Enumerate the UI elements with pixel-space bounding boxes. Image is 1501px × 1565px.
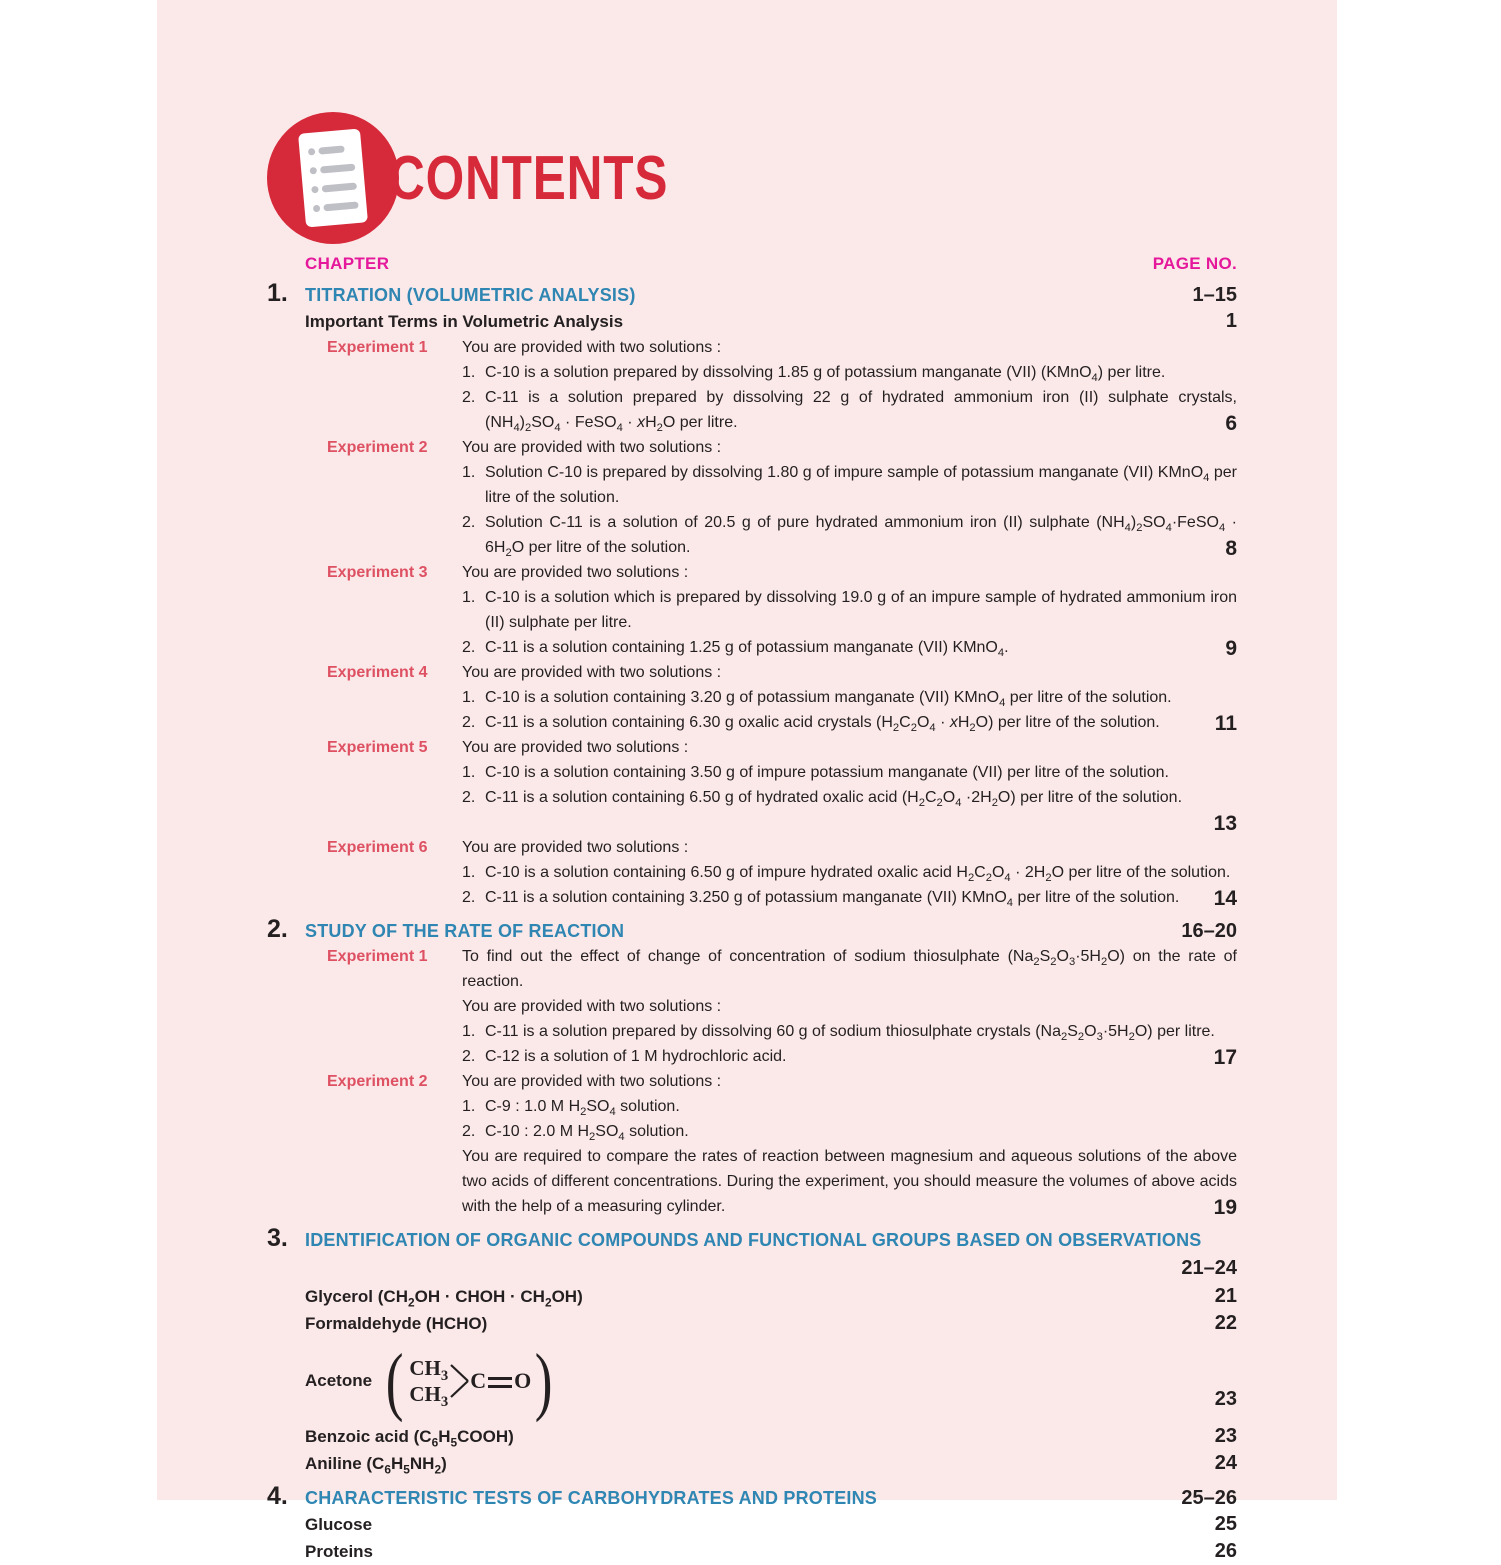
- experiment-body: [462, 660, 1237, 735]
- experiment-body: [462, 335, 1237, 435]
- chapter-number: 1.: [267, 279, 288, 307]
- experiment-intro: You are provided with two solutions :: [462, 339, 722, 356]
- chapter-column-label: CHAPTER: [305, 254, 390, 273]
- experiment-item: 2. C-11 is a solution containing 3.250 g of potassium manganate (VII) KMnO$_4$ per litre of the solution.: [462, 889, 1180, 910]
- chapter-pages: 16–20: [1181, 920, 1237, 942]
- page-number: 21: [1214, 1285, 1237, 1307]
- experiment-body: [462, 560, 1237, 660]
- page-number: 8: [1225, 537, 1237, 560]
- toc-experiment: [267, 560, 1237, 660]
- experiment-label: Experiment 3: [327, 564, 428, 581]
- experiment-body: [462, 1069, 1237, 1219]
- chapter-title: IDENTIFICATION OF ORGANIC COMPOUNDS AND FUNCTIONAL GROUPS BASED ON OBSERVATIONS: [305, 1230, 1202, 1250]
- chapter-title: STUDY OF THE RATE OF REACTION: [305, 921, 625, 941]
- experiment-intro: You are provided with two solutions :: [462, 1073, 722, 1090]
- experiment-item: 2. C-11 is a solution prepared by dissolving 22 g of hydrated ammonium iron (II) sulphate crystals, $(NH_4)_2SO_4$ · FeSO$_4$ · $xH_2O$ per litre.: [462, 389, 1237, 435]
- page-no-column-label: PAGE NO.: [1152, 254, 1237, 273]
- subentry-title: Formaldehyde (HCHO): [305, 1314, 488, 1333]
- experiment-label: Experiment 5: [327, 739, 428, 756]
- chapter-number: 2.: [267, 915, 288, 943]
- chapter-pages: 1–15: [1192, 284, 1237, 306]
- contents-list-icon: [267, 112, 399, 244]
- toc-experiment: [267, 944, 1237, 1069]
- toc-subentry: [267, 1283, 1237, 1310]
- page-number: 22: [1214, 1312, 1237, 1334]
- chapter-pages: 25–26: [1181, 1487, 1237, 1509]
- experiment-intro: You are provided with two solutions :: [462, 998, 722, 1015]
- table-header: [267, 254, 1237, 274]
- toc-subentry: [267, 1450, 1237, 1477]
- subentry-title: Important Terms in Volumetric Analysis: [305, 312, 624, 331]
- subentry-title: Glucose: [305, 1515, 373, 1534]
- toc-chapter-row: [267, 1226, 1237, 1283]
- experiment-body: [462, 835, 1237, 910]
- experiment-body: [462, 435, 1237, 560]
- experiment-item: 1. C-10 is a solution containing 3.50 g of impure potassium manganate (VII) per litre of the solution.: [462, 764, 1169, 781]
- experiment-intro: You are provided with two solutions :: [462, 439, 722, 456]
- subentry-title: Proteins: [305, 1542, 374, 1561]
- toc-page: [157, 0, 1337, 1562]
- experiment-item: 2. C-11 is a solution containing 6.30 g oxalic acid crystals $(H_2C_2O_4 \cdot xH_2O)$ per litre of the solution.: [462, 714, 1160, 735]
- toc-header: [267, 112, 1237, 244]
- toc-experiment: [267, 835, 1237, 910]
- page-number: 26: [1214, 1540, 1237, 1562]
- experiment-item: 2. C-10 : 2.0 M $H_2SO_4$ solution.: [462, 1123, 689, 1144]
- experiment-item: 2. Solution C-11 is a solution of 20.5 g of pure hydrated ammonium iron (II) sulphate $(NH_4)_2SO_4\cdot FeSO_4 \cdot 6H_2O$ per litre of the solution.: [462, 514, 1237, 560]
- experiment-label: Experiment 2: [327, 1073, 428, 1090]
- toc-chapter-row: [267, 281, 1237, 308]
- toc-experiment: [267, 335, 1237, 435]
- page-number: 19: [1213, 1196, 1237, 1219]
- experiment-item: 2. C-12 is a solution of 1 M hydrochloric acid.: [462, 1048, 787, 1065]
- toc-subentry: [267, 1511, 1237, 1538]
- page-number: 11: [1214, 712, 1237, 735]
- page-title: CONTENTS: [389, 143, 669, 213]
- carbonyl-group: C O: [470, 1368, 532, 1393]
- page-number: 23: [1214, 1388, 1237, 1410]
- toc-subentry: [267, 1310, 1237, 1337]
- bond-angle-icon: [450, 1358, 470, 1404]
- toc-chapter-row: [267, 1484, 1237, 1511]
- experiment-description: You are required to compare the rates of reaction between magnesium and aqueous solutions of the above two acids of different concentrations. During the experiment, you should measure the volumes of above acids with the help of a measuring cylinder.: [462, 1148, 1237, 1215]
- experiment-body: [462, 944, 1237, 1069]
- experiment-label: Experiment 1: [327, 948, 428, 965]
- experiment-label: Experiment 2: [327, 439, 428, 456]
- experiment-item: 1. C-10 is a solution prepared by dissolving 1.85 g of potassium manganate (VII) (KMnO$_4$) per litre.: [462, 364, 1166, 385]
- page-number: 23: [1214, 1425, 1237, 1447]
- experiment-item: 1. C-10 is a solution which is prepared by dissolving 19.0 g of an impure sample of hydrated ammonium iron (II) sulphate per litre.: [462, 589, 1237, 631]
- experiment-intro: You are provided with two solutions :: [462, 664, 722, 681]
- double-bond-icon: [488, 1377, 512, 1388]
- subentry-title: Acetone: [305, 1371, 373, 1390]
- toc-experiment: [267, 660, 1237, 735]
- experiment-label: Experiment 6: [327, 839, 428, 856]
- experiment-item: 2. C-11 is a solution containing 6.50 g of hydrated oxalic acid $(H_2C_2O_4 \cdot 2H_2O)$ per litre of the solution.: [462, 789, 1183, 810]
- page-number: 6: [1225, 412, 1237, 435]
- page-number: 13: [1213, 812, 1237, 835]
- toc-subentry: [267, 1423, 1237, 1450]
- experiment-description: To find out the effect of change of concentration of sodium thiosulphate $(Na_2S_2O_3\cdot 5H_2O)$ on the rate of reaction.: [462, 948, 1237, 990]
- page-number: 1: [1225, 310, 1237, 332]
- left-paren: (: [385, 1339, 404, 1423]
- experiment-label: Experiment 4: [327, 664, 428, 681]
- experiment-body: [462, 735, 1237, 810]
- chapter-pages: 21–24: [1181, 1257, 1237, 1279]
- experiment-item: 1. C-10 is a solution containing 6.50 g of impure hydrated oxalic acid $H_2C_2O_4 \cdot 2H_2O$ per litre of the solution.: [462, 864, 1231, 885]
- toc-subentry: [267, 1538, 1237, 1565]
- methyl-groups: $CH_3$ $CH_3$: [409, 1356, 449, 1411]
- chapter-title: TITRATION (VOLUMETRIC ANALYSIS): [305, 285, 636, 305]
- acetone-structure: [382, 1339, 556, 1423]
- experiment-intro: You are provided two solutions :: [462, 839, 689, 856]
- chapter-number: 4.: [267, 1482, 288, 1510]
- page-number: 14: [1213, 887, 1237, 910]
- experiment-intro: You are provided two solutions :: [462, 739, 689, 756]
- experiment-label: Experiment 1: [327, 339, 428, 356]
- page-number: 24: [1214, 1452, 1237, 1474]
- chapter-title: CHARACTERISTIC TESTS OF CARBOHYDRATES AND PROTEINS: [305, 1488, 878, 1508]
- toc-subentry: [267, 308, 1237, 335]
- experiment-item: 2. C-11 is a solution containing 1.25 g of potassium manganate (VII) KMnO$_4$.: [462, 639, 1009, 660]
- right-paren: ): [535, 1339, 553, 1423]
- page-number: 25: [1214, 1513, 1237, 1535]
- toc-chapter-row: [267, 917, 1237, 944]
- toc-experiment: [267, 735, 1237, 835]
- experiment-item: 1. Solution C-10 is prepared by dissolving 1.80 g of impure sample of potassium manganate (VII) KMnO$_4$ per litre of the solution.: [462, 464, 1237, 506]
- toc-subentry-acetone: [267, 1339, 1237, 1423]
- experiment-item: 1. C-10 is a solution containing 3.20 g of potassium manganate (VII) KMnO$_4$ per litre of the solution.: [462, 689, 1172, 710]
- experiment-intro: You are provided two solutions :: [462, 564, 689, 581]
- subentry-title: Benzoic acid $(C_6H_5COOH)$: [305, 1427, 514, 1450]
- experiment-item: 1. C-11 is a solution prepared by dissolving 60 g of sodium thiosulphate crystals $(Na_2S_2O_3\cdot 5H_2O)$ per litre.: [462, 1023, 1215, 1044]
- experiment-item: 1. C-9 : 1.0 M $H_2SO_4$ solution.: [462, 1098, 680, 1119]
- subentry-title: Glycerol ($CH_2OH$ · CHOH · $CH_2OH$): [305, 1287, 583, 1310]
- page-number: 17: [1213, 1046, 1237, 1069]
- chapter-number: 3.: [267, 1224, 288, 1252]
- toc-experiment: [267, 435, 1237, 560]
- subentry-title: Aniline $(C_6H_5NH_2)$: [305, 1454, 447, 1477]
- toc-experiment: [267, 1069, 1237, 1219]
- page-number: 9: [1225, 637, 1237, 660]
- toc-content: [157, 0, 1337, 1565]
